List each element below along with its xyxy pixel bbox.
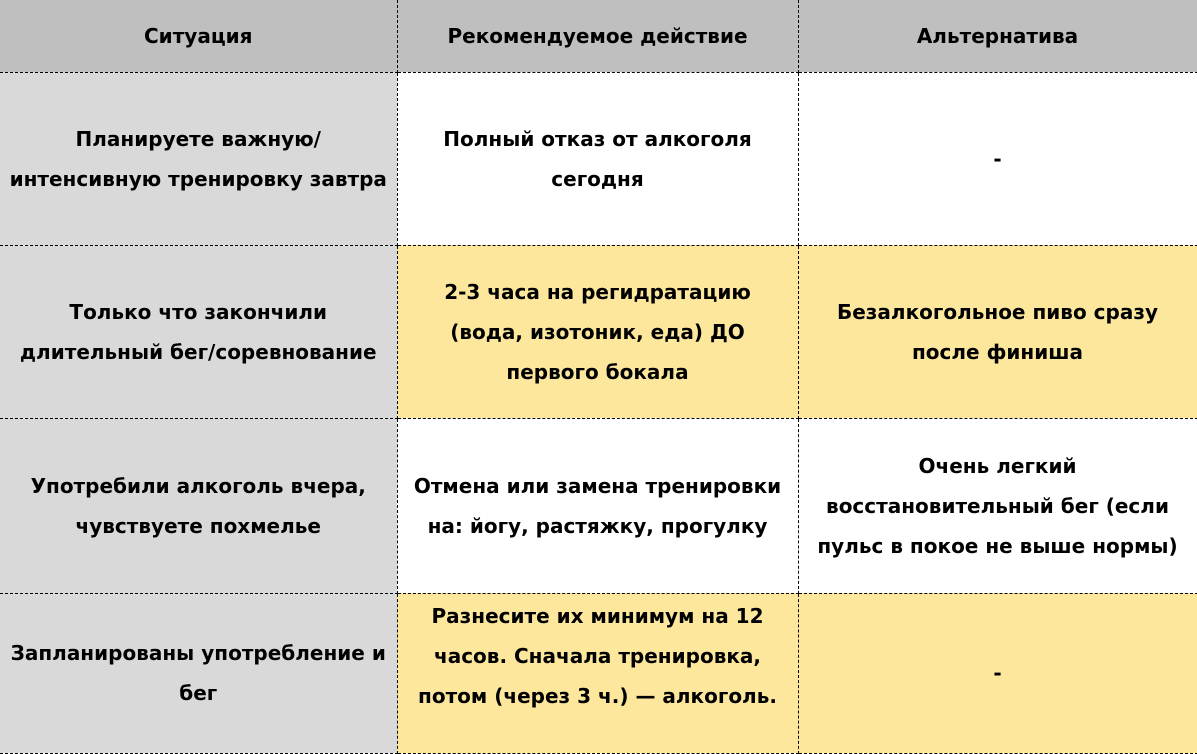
alternative-cell: - bbox=[798, 72, 1197, 245]
alternative-cell: - bbox=[798, 593, 1197, 753]
situation-cell: Только что закончили длительный бег/соревнование bbox=[0, 245, 397, 418]
situation-cell: Запланированы употребление и бег bbox=[0, 593, 397, 753]
alternative-cell: Очень легкий восстановительный бег (если пульс в покое не выше нормы) bbox=[798, 418, 1197, 593]
action-cell: Полный отказ от алкоголя сегодня bbox=[397, 72, 798, 245]
table-row bbox=[0, 72, 1197, 245]
table-row bbox=[0, 418, 1197, 593]
action-cell: 2-3 часа на регидратацию (вода, изотоник, еда) ДО первого бокала bbox=[397, 245, 798, 418]
header-row bbox=[0, 0, 1197, 72]
table-row bbox=[0, 593, 1197, 753]
action-cell: Разнесите их минимум на 12 часов. Сначала тренировка, потом (через 3 ч.) — алкоголь. bbox=[397, 593, 798, 753]
header-situation: Ситуация bbox=[0, 0, 397, 72]
header-alternative: Альтернатива bbox=[798, 0, 1197, 72]
table-row bbox=[0, 245, 1197, 418]
header-action: Рекомендуемое действие bbox=[397, 0, 798, 72]
situation-cell: Употребили алкоголь вчера, чувствуете похмелье bbox=[0, 418, 397, 593]
situation-cell: Планируете важную/интенсивную тренировку завтра bbox=[0, 72, 397, 245]
action-cell: Отмена или замена тренировки на: йогу, растяжку, прогулку bbox=[397, 418, 798, 593]
alternative-cell: Безалкогольное пиво сразу после финиша bbox=[798, 245, 1197, 418]
